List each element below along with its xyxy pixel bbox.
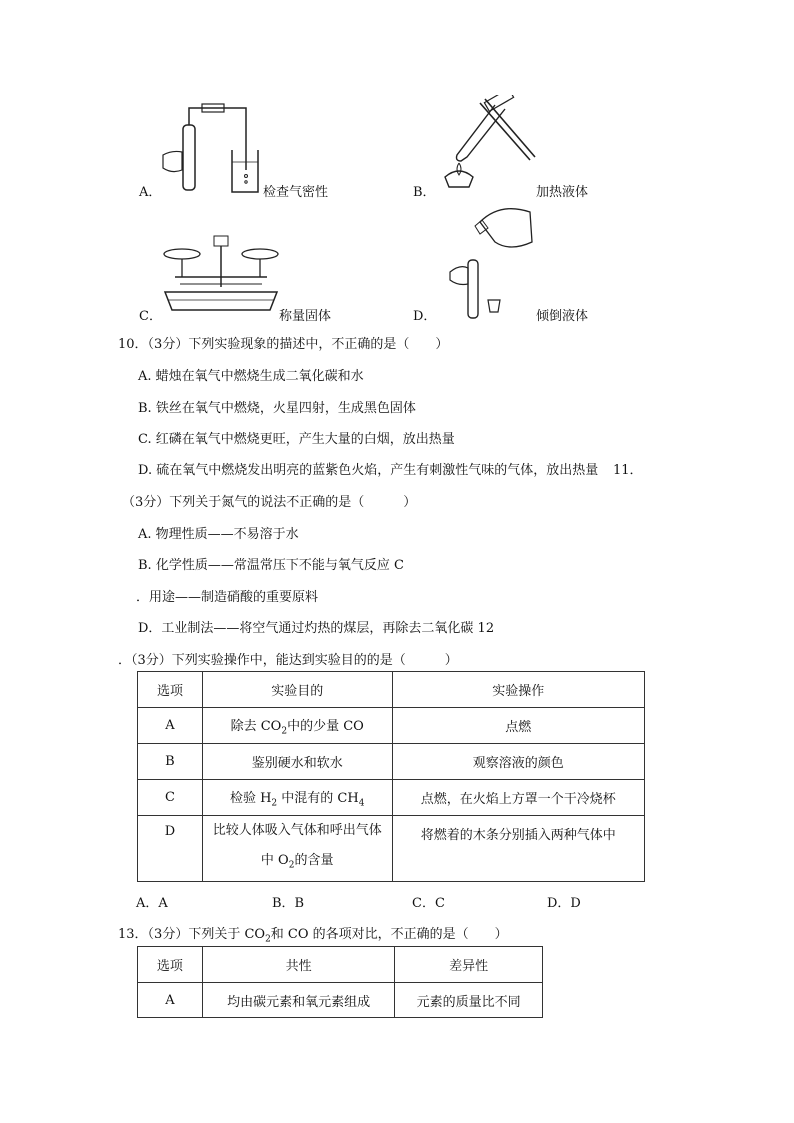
q12-answer-d: D．D xyxy=(547,896,581,911)
table-header: 选项 xyxy=(138,947,203,983)
option-a-caption: 检查气密性 xyxy=(263,185,329,200)
table-cell: 点燃，在火焰上方罩一个干冷烧杯 xyxy=(392,780,644,816)
table-cell: 除去 $CO_2$中的少量 CO xyxy=(202,708,392,744)
option-c-letter: C． xyxy=(139,309,162,324)
option-b-caption: 加热液体 xyxy=(536,185,589,200)
table-cell: B xyxy=(138,744,203,780)
q11-option-b: B. 化学性质——常温常压下不能与氧气反应 C xyxy=(138,558,404,573)
q10-option-d: D. 硫在氧气中燃烧发出明亮的蓝紫色火焰，产生有刺激性气味的气体，放出热量 xyxy=(138,463,599,478)
heating-liquid-figure xyxy=(435,95,545,195)
table-row xyxy=(138,744,645,780)
table-cell: 点燃 xyxy=(392,708,644,744)
table-cell: D xyxy=(138,816,203,882)
table-cell: A xyxy=(138,983,203,1018)
q11-option-d: D．工业制法——将空气通过灼热的煤层，再除去二氧化碳 12 xyxy=(138,621,495,636)
option-d-caption: 倾倒液体 xyxy=(536,309,589,324)
q12-answer-b: B．B xyxy=(272,896,305,911)
table-header: 实验操作 xyxy=(392,672,644,708)
q11-number: 11． xyxy=(613,463,643,478)
option-d-letter: D． xyxy=(413,309,437,324)
table-header: 选项 xyxy=(138,672,203,708)
table-row xyxy=(138,708,645,744)
table-cell: 均由碳元素和氧元素组成 xyxy=(202,983,394,1018)
table-cell: A xyxy=(138,708,203,744)
q13-table xyxy=(137,946,543,1018)
q11-option-a: A. 物理性质——不易溶于水 xyxy=(138,527,299,542)
option-a-letter: A． xyxy=(139,185,162,200)
table-cell: C xyxy=(138,780,203,816)
q10-option-a: A. 蜡烛在氧气中燃烧生成二氧化碳和水 xyxy=(138,369,364,384)
q12-stem: ．（3分）下列实验操作中，能达到实验目的的是（ ） xyxy=(118,653,458,668)
table-cell: 元素的质量比不同 xyxy=(395,983,543,1018)
q12-table xyxy=(137,671,645,882)
table-cell: 观察溶液的颜色 xyxy=(392,744,644,780)
q11-stem: （3分）下列关于氮气的说法不正确的是（ ） xyxy=(122,495,417,510)
option-c-caption: 称量固体 xyxy=(279,309,332,324)
q10-option-c: C. 红磷在氧气中燃烧更旺，产生大量的白烟，放出热量 xyxy=(138,432,455,447)
table-cell: 检验 $H_2$ 中混有的 $CH_4$ xyxy=(202,780,392,816)
table-row xyxy=(138,983,543,1018)
q12-answer-a: A．A xyxy=(136,896,168,911)
q11-option-c: ．用途——制造硝酸的重要原料 xyxy=(136,590,319,605)
table-row xyxy=(138,780,645,816)
airtightness-check-figure xyxy=(158,100,263,195)
table-cell: 比较人体吸入气体和呼出气体 中 $O_2$的含量 xyxy=(202,816,392,882)
pouring-liquid-figure xyxy=(440,202,535,320)
q10-option-b: B. 铁丝在氧气中燃烧，火星四射，生成黑色固体 xyxy=(138,401,416,416)
table-header: 共性 xyxy=(202,947,394,983)
q12-answer-c: C．C xyxy=(412,896,445,911)
table-header: 实验目的 xyxy=(202,672,392,708)
q13-stem: 13．（3分）下列关于 $CO_2$和 CO 的各项对比，不正确的是（ ） xyxy=(118,927,508,945)
table-cell: 鉴别硬水和软水 xyxy=(202,744,392,780)
table-row xyxy=(138,816,645,882)
option-b-letter: B． xyxy=(413,185,436,200)
q10-stem: 10．（3分）下列实验现象的描述中，不正确的是（ ） xyxy=(118,337,449,352)
table-header: 差异性 xyxy=(395,947,543,983)
balance-weighing-figure xyxy=(160,232,285,317)
table-cell: 将燃着的木条分别插入两种气体中 xyxy=(392,816,644,882)
